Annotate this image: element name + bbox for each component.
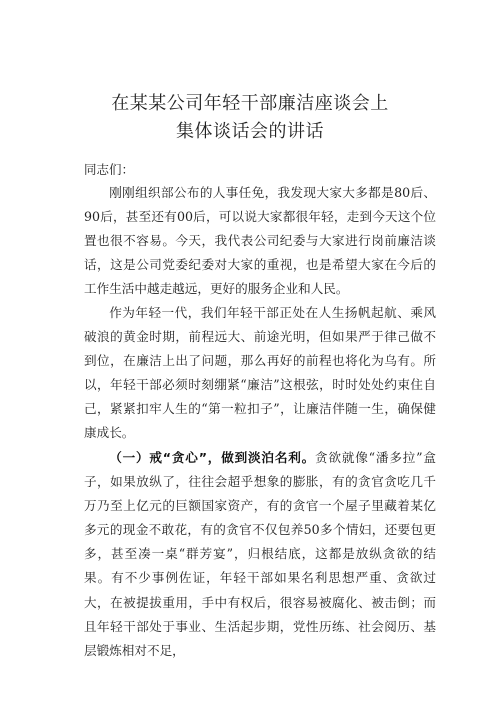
paragraph-1: 刚刚组织部公布的人事任免，我发现大家大多都是80后、90后，甚至还有00后，可以说大家都很年轻，走到今天这个位置也很不容易。今天，我代表公司纪委与大家进行岗前廉洁谈话，这是公司党委纪委对大家的重视，也是希望大家在今后的工作生活中越走越远，更好的服务企业和人民。 <box>84 185 436 297</box>
salutation: 同志们： <box>84 162 135 177</box>
section-heading-1: （一）戒“贪心”，做到淡泊名利。 <box>109 450 316 465</box>
paragraph-3 <box>84 446 436 663</box>
document-title-line2: 集体谈话会的讲话 <box>176 121 324 142</box>
paragraph-2: 作为年轻一代，我们年轻干部正处在人生扬帆起航、乘风破浪的黄金时期，前程远大、前途光明，但如果严于律己做不到位，在廉洁上出了问题，那么再好的前程也将化为乌有。所以，年轻干部必须时刻绷紧“廉洁”这根弦，时时处处约束住自己，紧紧扣牢人生的“第一粒扣子”，让廉洁伴随一生，确保健康成长。 <box>84 305 436 441</box>
section-text-1: 贪欲就像“潘多拉”盒子，如果放纵了，往往会超乎想象的膨胀，有的贪官贪吃几千万乃至上亿元的巨额国家资产，有的贪官一个屋子里藏着某亿多元的现金不敢花，有的贪官不仅包养50多个情妇，还要包更多，甚至凑一桌“群芳宴”，归根结底，这都是放纵贪欲的结果。有不少事例佐证，年轻干部如果名利思想严重、贪欲过大，在被提拔重用，手中有权后，很容易被腐化、被击倒；而且年轻干部处于事业、生活起步期，党性历练、社会阅历、基层锻炼相对不足， <box>84 450 436 658</box>
document-title-line1: 在某某公司年轻干部廉洁座谈会上 <box>111 93 389 114</box>
